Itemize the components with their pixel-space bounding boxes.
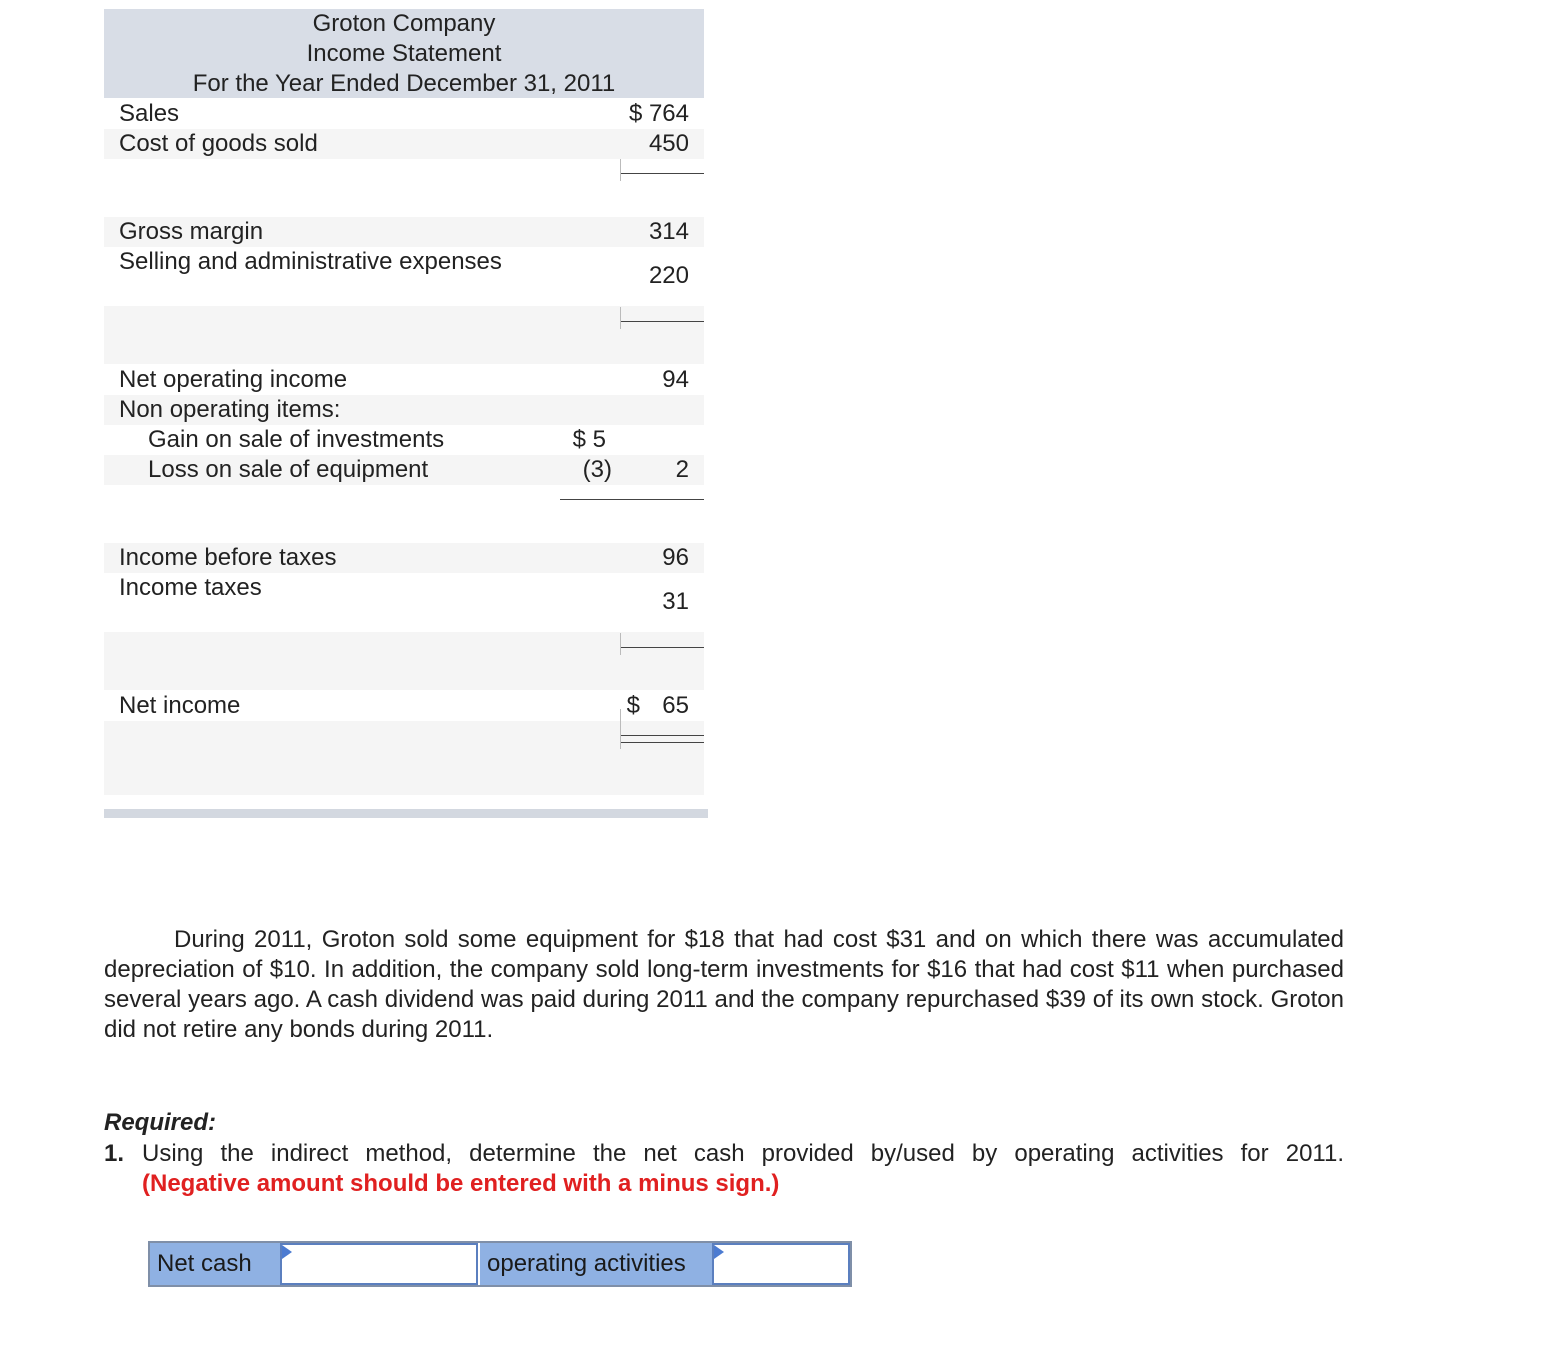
subtotal-rule <box>560 499 704 500</box>
gross-margin-label: Gross margin <box>119 218 264 245</box>
income-before-taxes-label: Income before taxes <box>119 544 337 571</box>
column-separator <box>620 709 621 749</box>
income-before-taxes-amount: 96 <box>662 544 689 571</box>
gain-label: Gain on sale of investments <box>148 426 445 453</box>
income-taxes-amount: 31 <box>662 588 689 615</box>
sga-label: Selling and administrative expenses <box>119 248 502 275</box>
column-separator <box>620 307 621 329</box>
non-operating-total: 2 <box>675 456 689 483</box>
cogs-amount: 450 <box>648 130 689 157</box>
statement-period: For the Year Ended December 31, 2011 <box>192 70 616 97</box>
net-cash-amount-input[interactable] <box>714 1247 848 1285</box>
subtotal-rule <box>620 173 704 174</box>
subtotal-rule <box>620 321 704 322</box>
gain-amount: $ 5 <box>572 426 606 453</box>
required-note: (Negative amount should be entered with a minus sign.) <box>142 1170 780 1197</box>
cogs-label: Cost of goods sold <box>119 130 318 157</box>
required-text: Using the indirect method, determine the net cash provided by/used by operating activities for 2011. <box>142 1140 1344 1167</box>
statement-bottom-bar <box>104 809 708 818</box>
required-number: 1. <box>104 1140 125 1167</box>
income-statement <box>104 9 704 809</box>
net-operating-income-amount: 94 <box>662 366 689 393</box>
double-rule <box>620 742 704 743</box>
loss-label: Loss on sale of equipment <box>148 456 429 483</box>
income-taxes-label: Income taxes <box>119 574 262 601</box>
net-income-label: Net income <box>119 692 241 719</box>
loss-amount: (3) <box>582 456 612 483</box>
row-band <box>104 306 704 364</box>
double-rule <box>620 735 704 736</box>
sales-label: Sales <box>119 100 180 127</box>
column-separator <box>620 159 621 181</box>
problem-paragraph: During 2011, Groton sold some equipment for $18 that had cost $31 and on which there was accumulated depreciation of $10. In addition, the company sold long-term investments for $16 that had cost $11 when purchased several years ago. A cash dividend was paid during 2011 and the company repurchased $39 of its own stock. Groton did not retire any bonds during 2011. <box>104 926 1344 1043</box>
net-operating-income-label: Net operating income <box>119 366 348 393</box>
non-operating-label: Non operating items: <box>119 396 341 423</box>
sga-amount: 220 <box>648 262 689 289</box>
amount-input-cell <box>712 1243 850 1285</box>
statement-title: Income Statement <box>306 40 502 67</box>
net-cash-label: Net cash <box>150 1243 280 1285</box>
subtotal-rule <box>620 647 704 648</box>
row-band <box>104 632 704 690</box>
column-separator <box>620 633 621 655</box>
dropdown-flag-icon <box>282 1245 292 1259</box>
sales-amount: $ 764 <box>628 100 689 127</box>
operating-activities-label: operating activities <box>480 1243 712 1285</box>
gross-margin-amount: 314 <box>648 218 689 245</box>
net-income-amount: 65 <box>662 692 689 719</box>
provided-used-input[interactable] <box>282 1247 476 1285</box>
required-title: Required: <box>104 1109 217 1136</box>
input-flag-icon <box>714 1245 724 1259</box>
answer-row <box>148 1241 852 1287</box>
company-name: Groton Company <box>312 10 496 37</box>
row-band <box>104 721 704 795</box>
provided-used-dropdown-cell <box>280 1243 478 1285</box>
net-income-currency: $ <box>626 692 640 719</box>
